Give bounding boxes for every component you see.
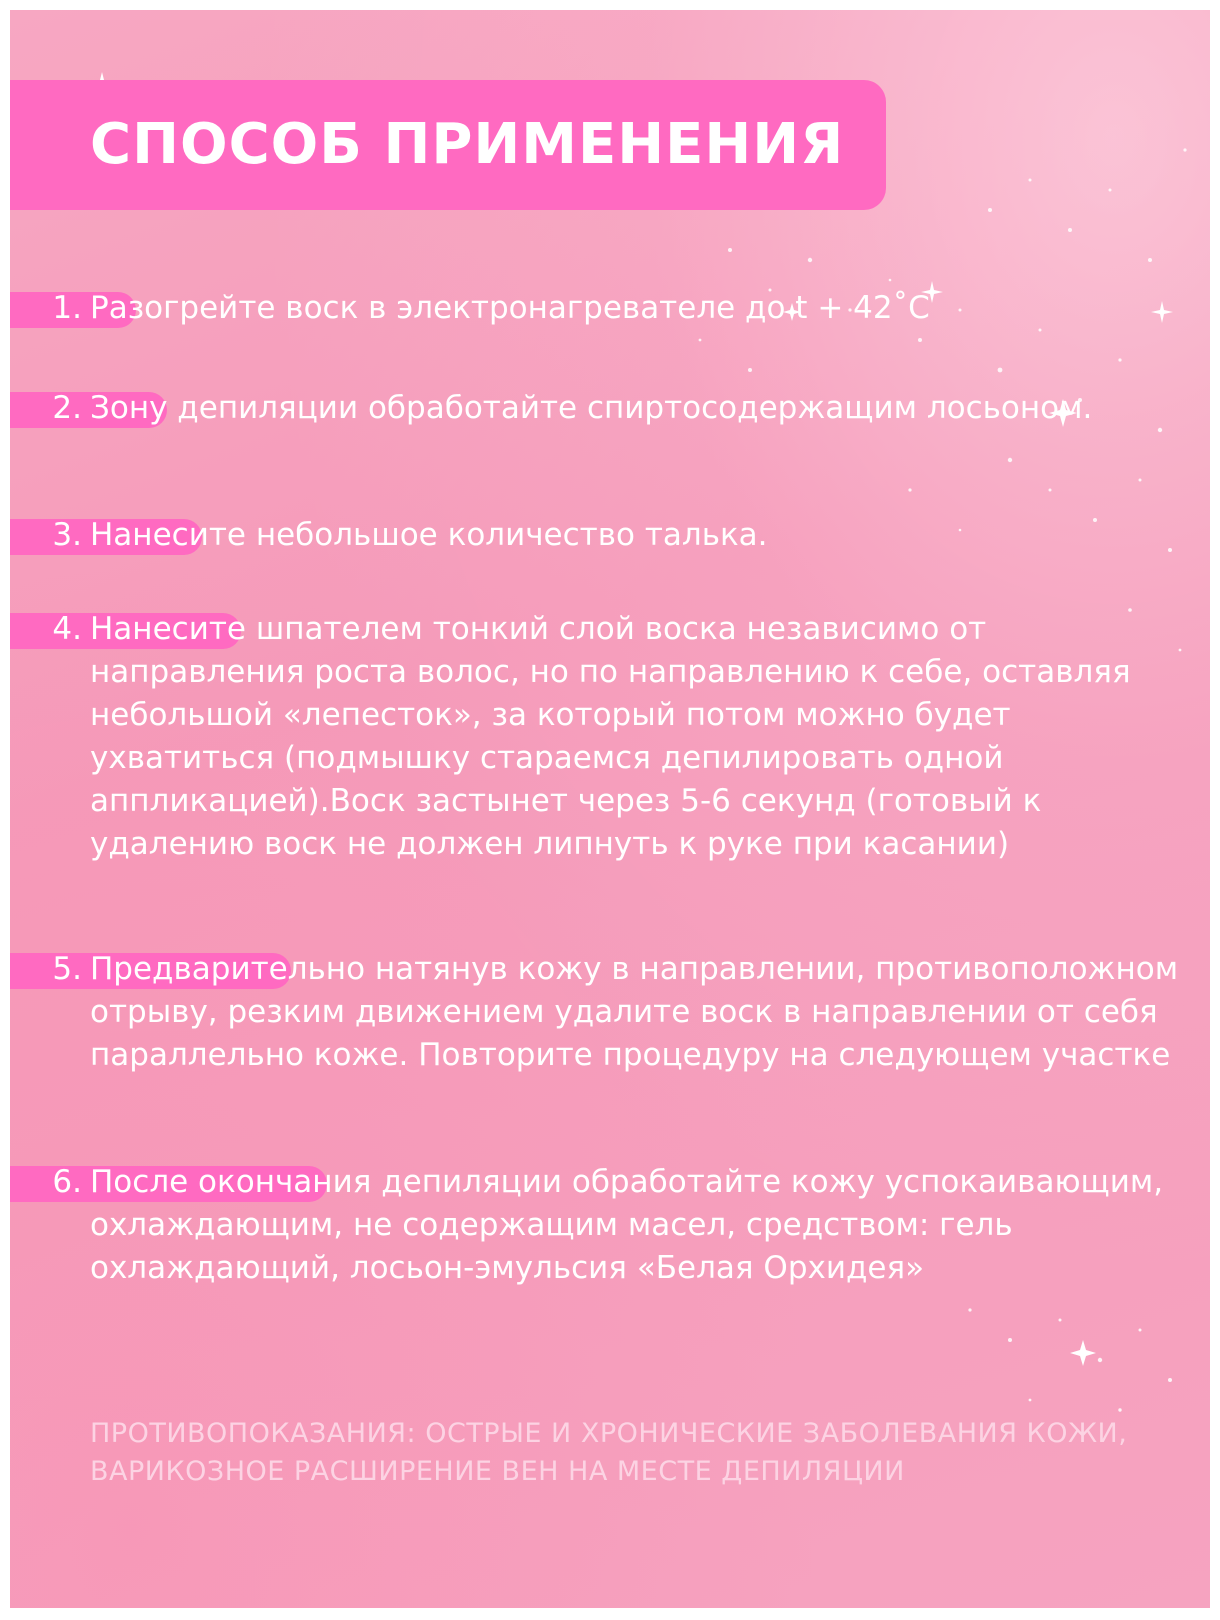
contraindications-note: ПРОТИВОПОКАЗАНИЯ: ОСТРЫЕ И ХРОНИЧЕСКИЕ ЗАБОЛЕВАНИЯ КОЖИ, ВАРИКОЗНОЕ РАСШИРЕНИЕ ВЕН НА МЕСТЕ ДЕПИЛЯЦИИ [90,1418,1128,1487]
title-banner [10,80,886,210]
step-number: 2. [52,390,82,426]
step-number: 3. [52,517,82,553]
instruction-card [10,10,1210,1608]
step-text: Предварительно натянув кожу в направлении, противоположном отрыву, резким движением удалите воск в направлении от себя параллельно коже. Повторите процедуру на следующем участке [90,951,1179,1073]
step-number: 4. [52,611,82,647]
step-text: Зону депиляции обработайте спиртосодержащим лосьоном. [90,390,1093,426]
step-number: 1. [52,290,82,326]
page-title: СПОСОБ ПРИМЕНЕНИЯ [90,112,845,177]
step-text: Нанесите шпателем тонкий слой воска независимо от направления роста волос, но по направлению к себе, оставляя небольшой «лепесток», за который потом можно будет ухватиться (подмышку стараемся депилировать одной аппликацией).Воск застынет через 5-6 секунд (готовый к удалению воск не должен липнуть к руке при касании) [90,611,1131,862]
step-text: После окончания депиляции обработайте кожу успокаивающим, охлаждающим, не содержащим масел, средством: гель охлаждающий, лосьон-эмульсия «Белая Орхидея» [90,1164,1164,1286]
step-number: 6. [52,1164,82,1200]
step-number: 5. [52,951,82,987]
step-text: Нанесите небольшое количество талька. [90,517,768,553]
step-text: Разогрейте воск в электронагревателе до t + 42˚С [90,290,930,326]
